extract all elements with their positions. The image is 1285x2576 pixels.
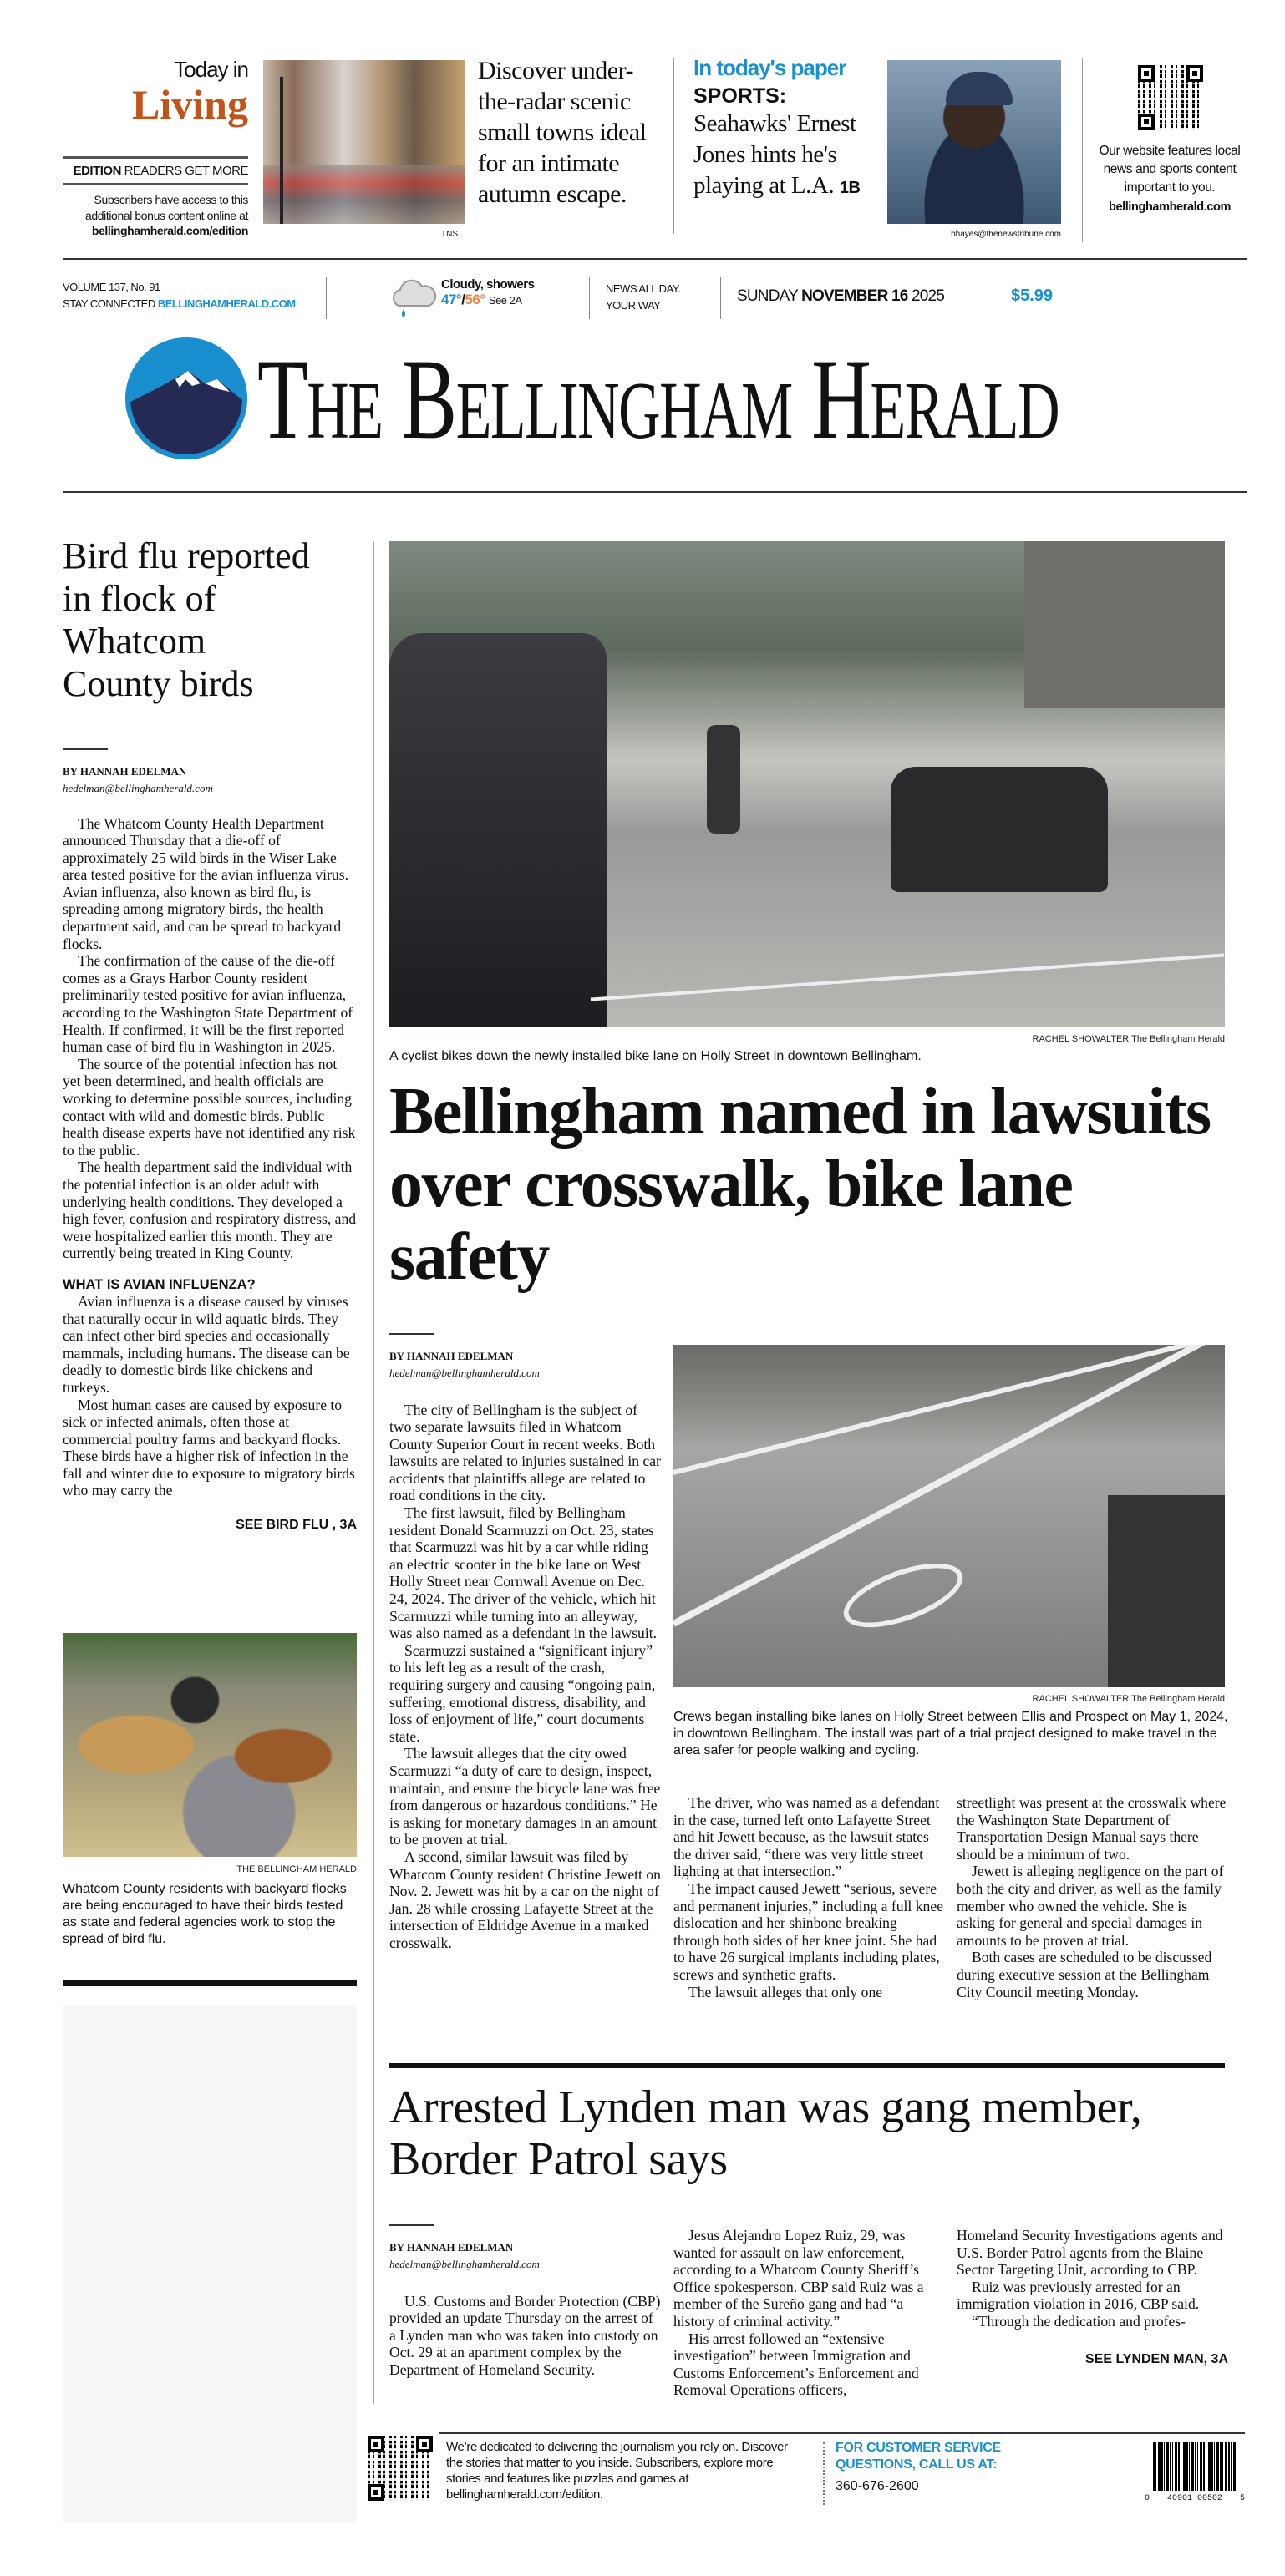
lynden-headline[interactable]: Arrested Lynden man was gang member, Border Patrol says bbox=[389, 2082, 1142, 2185]
lynden-col-1 bbox=[389, 2224, 661, 2378]
living-section-label: Living bbox=[132, 81, 248, 128]
footer-promo-text: We’re dedicated to delivering the journalism you rely on. Discover the stories that matter to you inside. Subscribers, explore more stories and features like puzzles and games at bellinghamherald.com/edition. bbox=[446, 2440, 788, 2502]
paragraph: Both cases are scheduled to be discussed during executive session at the Bellingham City Council meeting Monday. bbox=[957, 1949, 1212, 2000]
byline-rule bbox=[63, 748, 108, 750]
slogan-line-2: YOUR WAY bbox=[606, 299, 661, 312]
chickens-photo[interactable] bbox=[63, 1633, 357, 1857]
lead-photo-caption: A cyclist bikes down the newly installed bike lane on Holly Street in downtown Bellingham. bbox=[389, 1049, 922, 1063]
website-qr-code[interactable] bbox=[1138, 65, 1203, 130]
price: $5.99 bbox=[1011, 287, 1054, 305]
edition-bold: EDITION bbox=[73, 164, 121, 178]
barcode-left-digit: 0 bbox=[1145, 2494, 1150, 2503]
lawsuit-col-1 bbox=[389, 1333, 661, 1952]
website-promo bbox=[1095, 142, 1245, 216]
bird-flu-byline: BY HANNAH EDELMAN bbox=[63, 764, 187, 778]
lynden-byline: BY HANNAH EDELMAN bbox=[389, 2240, 514, 2254]
chickens-photo-caption: Whatcom County residents with backyard flocks are being encouraged to have their birds tested as state and federal agencies work to stop the spread of bird flu. bbox=[63, 1882, 347, 1946]
footer-dotted-divider bbox=[823, 2442, 825, 2505]
chickens-photo-credit: THE BELLINGHAM HERALD bbox=[236, 1864, 357, 1874]
infobar-divider bbox=[589, 277, 590, 319]
sports-label: SPORTS: bbox=[693, 84, 787, 108]
lawsuit-headline[interactable]: Bellingham named in lawsuits over crosswalk, bike lane safety bbox=[389, 1075, 1211, 1294]
masthead-title: The Bellingham Herald bbox=[257, 335, 1059, 463]
bird-flu-headline[interactable]: Bird flu reported in flock of Whatcom County birds bbox=[63, 535, 310, 704]
slogan-line-1: NEWS ALL DAY. bbox=[606, 282, 681, 295]
teaser-divider bbox=[673, 58, 674, 234]
paragraph: The driver, who was named as a defendant in the case, turned left onto Lafayette Street and hit Jewett because, as the lawsuit states the driver said, “there was very little street lighting at that intersection.” bbox=[673, 1794, 940, 1880]
paragraph: Avian influenza is a disease caused by viruses that naturally occur in wild aquatic birds. They can infect other bird species and occasionally mammals, including humans. The disease can be deadly to domestic birds like chickens and turkeys. bbox=[63, 1292, 350, 1396]
paragraph: Most human cases are caused by exposure to sick or infected animals, often those at commercial poultry farms and backyard flocks. These birds have a higher risk of infection in the fall and winter due to exposure to migratory birds who may carry the bbox=[63, 1396, 355, 1499]
customer-service-label: FOR CUSTOMER SERVICE QUESTIONS, CALL US AT: bbox=[836, 2441, 1001, 2472]
lead-photo-credit: RACHEL SHOWALTER The Bellingham Herald bbox=[1032, 1034, 1225, 1044]
volume-number: VOLUME 137, No. 91 bbox=[63, 281, 160, 293]
bike-lane-photo-credit: RACHEL SHOWALTER The Bellingham Herald bbox=[1032, 1694, 1225, 1704]
weather-condition: Cloudy, showers bbox=[441, 277, 535, 292]
column-divider bbox=[373, 541, 374, 2404]
lynden-jump-link[interactable]: SEE LYNDEN MAN, 3A bbox=[1085, 2351, 1228, 2366]
paragraph: Scarmuzzi sustained a “significant injury” to his left leg as a result of the crash, requiring surgery and causing “ongoing pain, suffering, emotional distress, disability, and loss of enjoyment of life,” court documents state. bbox=[389, 1641, 656, 1745]
barcode bbox=[1145, 2442, 1245, 2509]
paragraph: Ruiz was previously arrested for an immigration violation in 2016, CBP said. bbox=[957, 2278, 1200, 2313]
left-column-bar bbox=[63, 1980, 357, 1986]
paragraph: The confirmation of the cause of the die-off comes as a Grays Harbor County resident preliminarily tested positive for avian influenza, according to the Washington State Department of Health. If confirmed, it will be the first reported human case of bird flu in Washington in 2025. bbox=[63, 952, 353, 1056]
masthead-logo-icon bbox=[125, 337, 247, 459]
website-promo-text: Our website features local news and sports content important to you. bbox=[1099, 144, 1241, 195]
barcode-bars bbox=[1153, 2442, 1237, 2491]
section-bar bbox=[389, 2063, 1225, 2068]
bird-flu-body bbox=[63, 815, 357, 1500]
customer-service-phone[interactable]: 360-676-2600 bbox=[836, 2479, 919, 2493]
site-link[interactable]: BELLINGHAMHERALD.COM bbox=[157, 297, 296, 310]
paragraph: His arrest followed an “extensive investigation” between Immigration and Customs Enforcement’s Enforcement and Removal Operations officers, bbox=[673, 2330, 919, 2399]
issue-day: SUNDAY bbox=[737, 287, 798, 305]
paragraph: The source of the potential infection has not yet been determined, and health officials are working to determine possible sources, including contact with wild and domestic birds. Public health disease experts have not identified any risk to the public. bbox=[63, 1055, 356, 1159]
bird-flu-email[interactable]: hedelman@bellinghamherald.com bbox=[63, 781, 213, 794]
cloud-rain-icon bbox=[389, 272, 437, 322]
header-rule bbox=[63, 258, 1247, 260]
infobar-divider bbox=[326, 277, 327, 319]
paragraph: The lawsuit alleges that only one bbox=[688, 1983, 883, 2000]
bird-flu-jump-link[interactable]: SEE BIRD FLU , 3A bbox=[236, 1518, 357, 1533]
paragraph: The lawsuit alleges that the city owed Scarmuzzi “a duty of care to design, inspect, maintain, and ensure the bicycle lane was free from dangerous or hazardous conditions.” He is asking for monetary damages in an amount to be proven at trial. bbox=[389, 1745, 661, 1848]
volume-info bbox=[63, 279, 296, 312]
edition-text: Subscribers have access to this additional bonus content online at bbox=[84, 193, 248, 222]
temp-high: 56° bbox=[465, 292, 485, 307]
ad-space bbox=[63, 2005, 357, 2523]
weather-see: See 2A bbox=[488, 294, 522, 307]
byline-rule bbox=[389, 2224, 434, 2226]
edition-promo[interactable] bbox=[63, 156, 248, 237]
paragraph: “Through the dedication and profes- bbox=[972, 2312, 1186, 2330]
bike-lane-photo-caption: Crews began installing bike lanes on Holly Street between Ellis and Prospect on May 1, 2024, in downtown Bellingham. The install was part of a trial project designed to make travel in the area safer for people walking and cycling. bbox=[673, 1710, 1228, 1757]
paragraph: Jesus Alejandro Lopez Ruiz, 29, was wanted for assault on law enforcement, according to a Whatcom County Sheriff’s Office spokesperson. CBP said Ruiz was a member of the Sureño gang and had “a history of criminal activity.” bbox=[673, 2227, 924, 2330]
customer-service bbox=[836, 2440, 1044, 2495]
lawsuit-col-2 bbox=[673, 1794, 945, 2000]
edition-rest: READERS GET MORE bbox=[120, 164, 248, 178]
barcode-digits: 40901 00502 bbox=[1166, 2494, 1222, 2503]
paragraph: The impact caused Jewett “serious, severe and permanent injuries,” including a full knee dislocation and her shinbone breaking through both sides of her knee joint. She had to have 26 surgical implants including plates, screws and synthetic grafts. bbox=[673, 1879, 943, 1983]
paragraph: A second, similar lawsuit was filed by Whatcom County resident Christine Jewett on Nov. 2. Jewett was hit by a car on the night of Jan. 28 while crossing Lafayette Street at the intersection of Eldridge Avenue in a marked crosswalk. bbox=[389, 1848, 661, 1951]
today-in-label: Today in bbox=[174, 57, 248, 82]
paragraph: The health department said the individual with the potential infection is an older adult with underlying health conditions. They developed a high fever, confusion and respiratory distress, and were hospitalized earlier this month. They are currently being treated in King County. bbox=[63, 1159, 357, 1262]
issue-month-day: NOVEMBER 16 bbox=[801, 287, 908, 305]
slogan bbox=[606, 281, 680, 314]
living-teaser-text[interactable]: Discover under-the-radar scenic small towns ideal for an intimate autumn escape. bbox=[478, 57, 647, 208]
holly-street-cyclist-photo[interactable] bbox=[389, 541, 1225, 1027]
lawsuit-email[interactable]: hedelman@bellinghamherald.com bbox=[389, 1366, 540, 1379]
lynden-col-3 bbox=[957, 2227, 1228, 2367]
sports-teaser[interactable] bbox=[693, 55, 881, 204]
paragraph: U.S. Customs and Border Protection (CBP) provided an update Thursday on the arrest of a Lynden man who was taken into custody on Oct. 29 at an apartment complex by the Department of Homeland Security. bbox=[389, 2292, 661, 2378]
barcode-right-digit: 5 bbox=[1239, 2494, 1245, 2503]
paragraph: The first lawsuit, filed by Bellingham resident Donald Scarmuzzi on Oct. 23, states that Scarmuzzi was hit by a car while riding an electric scooter in the bike lane on West Holly Street near Cornwall Avenue on Dec. 24, 2024. The driver of the vehicle, which hit Scarmuzzi while turning into an alleyway, was also named as a defendant in the lawsuit. bbox=[389, 1504, 658, 1642]
sports-page-ref: 1B bbox=[839, 179, 861, 197]
bird-flu-article bbox=[63, 535, 357, 1533]
living-teaser-label[interactable] bbox=[63, 57, 248, 126]
edition-qr-code[interactable] bbox=[368, 2436, 433, 2501]
issue-date bbox=[737, 287, 944, 306]
masthead-rule bbox=[63, 491, 1247, 493]
paragraph: The city of Bellingham is the subject of two separate lawsuits filed in Whatcom County Superior Court in recent weeks. Both lawsuits are related to injuries sustained in car accidents that plaintiffs allege are related to road conditions in the city. bbox=[389, 1401, 661, 1504]
paragraph: The Whatcom County Health Department announced Thursday that a die-off of approximately 25 wild birds in the Wiser Lake area tested positive for the avian influenza virus. Avian influenza, also known as bird flu, is spreading among migratory birds, the health department said, and can be spread to backyard flocks. bbox=[63, 814, 348, 952]
footer-rule bbox=[439, 2432, 1245, 2434]
in-todays-paper-label: In today's paper bbox=[693, 55, 846, 80]
stay-connected-label: STAY CONNECTED bbox=[63, 297, 155, 310]
website-link[interactable]: bellinghamherald.com bbox=[1109, 200, 1231, 214]
ernest-jones-photo[interactable] bbox=[887, 60, 1061, 224]
infobar-divider bbox=[720, 277, 721, 319]
lawsuit-col-3 bbox=[957, 1794, 1228, 2000]
bike-lane-install-photo[interactable] bbox=[673, 1345, 1225, 1687]
temp-low: 47° bbox=[441, 292, 462, 307]
edition-banner bbox=[63, 156, 248, 185]
edition-link[interactable]: bellinghamherald.com/edition bbox=[91, 224, 248, 237]
teaser-divider bbox=[1082, 58, 1083, 242]
lynden-email[interactable]: hedelman@bellinghamherald.com bbox=[389, 2257, 540, 2270]
weather-info: Cloudy, showers 47°/56° See 2A bbox=[441, 277, 535, 307]
lynden-col-2 bbox=[673, 2227, 945, 2399]
sports-photo-credit: bhayes@thenewstribune.com bbox=[951, 230, 1061, 239]
issue-year: 2025 bbox=[912, 287, 945, 305]
bird-flu-subhead: WHAT IS AVIAN INFLUENZA? bbox=[63, 1276, 256, 1292]
lawsuit-byline: BY HANNAH EDELMAN bbox=[389, 1349, 514, 1362]
living-town-photo[interactable] bbox=[263, 60, 465, 224]
paragraph: Homeland Security Investigations agents and U.S. Border Patrol agents from the Blaine Sector Targeting Unit, according to CBP. bbox=[957, 2227, 1223, 2279]
living-photo-credit: TNS bbox=[441, 230, 458, 239]
paragraph: streetlight was present at the crosswalk where the Washington State Department of Transportation Design Manual says there should be a minimum of two. bbox=[957, 1794, 1227, 1863]
paragraph: Jewett is alleging negligence on the part of both the city and driver, as well as the family member who owned the vehicle. She is asking for general and special damages in amounts to be proven at trial. bbox=[957, 1863, 1224, 1949]
sports-teaser-text: Seahawks' Ernest Jones hints he's playing at L.A. bbox=[693, 110, 856, 199]
byline-rule bbox=[389, 1333, 434, 1335]
